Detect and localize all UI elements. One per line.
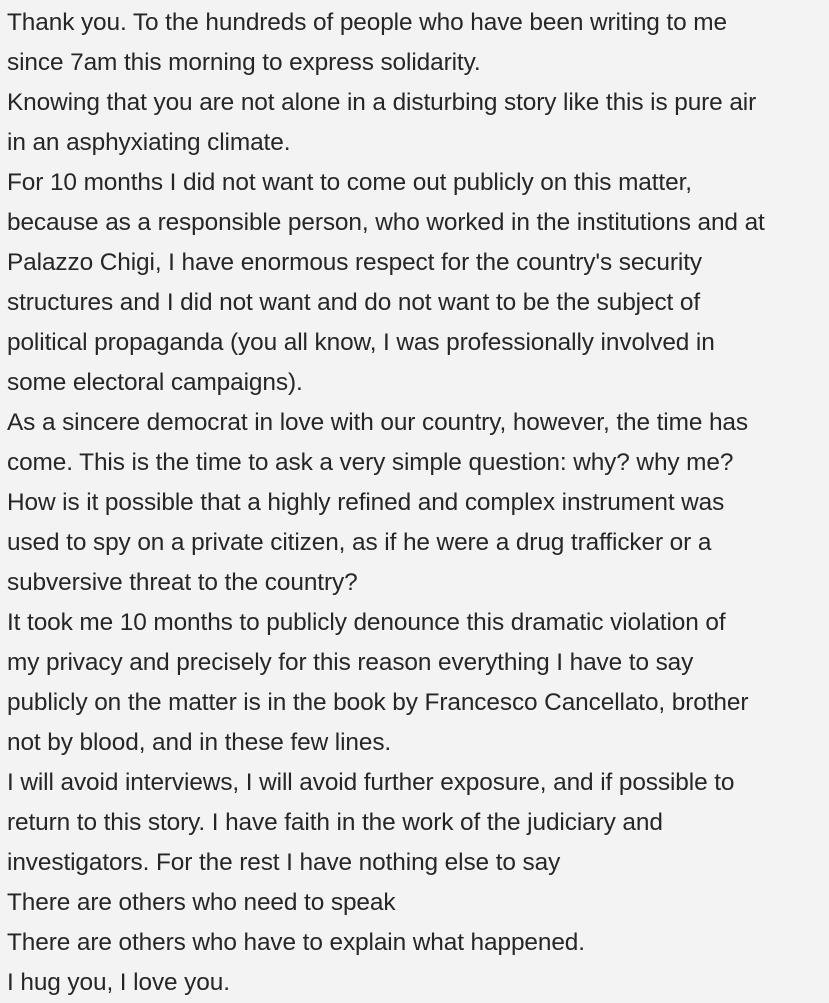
post-text-line: Thank you. To the hundreds of people who have been writing to me (7, 9, 727, 36)
post-text-line: some electoral campaigns). (7, 369, 303, 396)
post-text-line: subversive threat to the country? (7, 569, 358, 596)
post-text-line: publicly on the matter is in the book by Francesco Cancellato, brother (7, 689, 749, 716)
post-text-line: political propaganda (you all know, I was professionally involved in (7, 329, 715, 356)
post-text-line: because as a responsible person, who worked in the institutions and at (7, 209, 765, 236)
post-text-line: There are others who need to speak (7, 889, 396, 916)
post-text-line: in an asphyxiating climate. (7, 129, 291, 156)
post-text-line: since 7am this morning to express solidarity. (7, 49, 481, 76)
post-text-line: my privacy and precisely for this reason everything I have to say (7, 649, 694, 676)
post-text-line: used to spy on a private citizen, as if he were a drug trafficker or a (7, 529, 712, 556)
post-text-line: return to this story. I have faith in the work of the judiciary and (7, 809, 663, 836)
post-text-line: not by blood, and in these few lines. (7, 729, 392, 756)
post-text-line: Palazzo Chigi, I have enormous respect for the country's security (7, 249, 702, 276)
post-text-line: How is it possible that a highly refined and complex instrument was (7, 489, 725, 516)
post-text-line: structures and I did not want and do not want to be the subject of (7, 289, 701, 316)
post-text-line: I hug you, I love you. (7, 969, 230, 996)
post-text-line: Knowing that you are not alone in a disturbing story like this is pure air (7, 89, 757, 116)
post-text-line: As a sincere democrat in love with our country, however, the time has (7, 409, 748, 436)
post-text-line: come. This is the time to ask a very simple question: why? why me? (7, 449, 734, 476)
post-text-line: It took me 10 months to publicly denounce this dramatic violation of (7, 609, 726, 636)
post-text-line: I will avoid interviews, I will avoid further exposure, and if possible to (7, 769, 735, 796)
post-text-line: There are others who have to explain what happened. (7, 929, 585, 956)
post-text-line: investigators. For the rest I have nothing else to say (7, 849, 561, 876)
post-text-line: For 10 months I did not want to come out publicly on this matter, (7, 169, 692, 196)
